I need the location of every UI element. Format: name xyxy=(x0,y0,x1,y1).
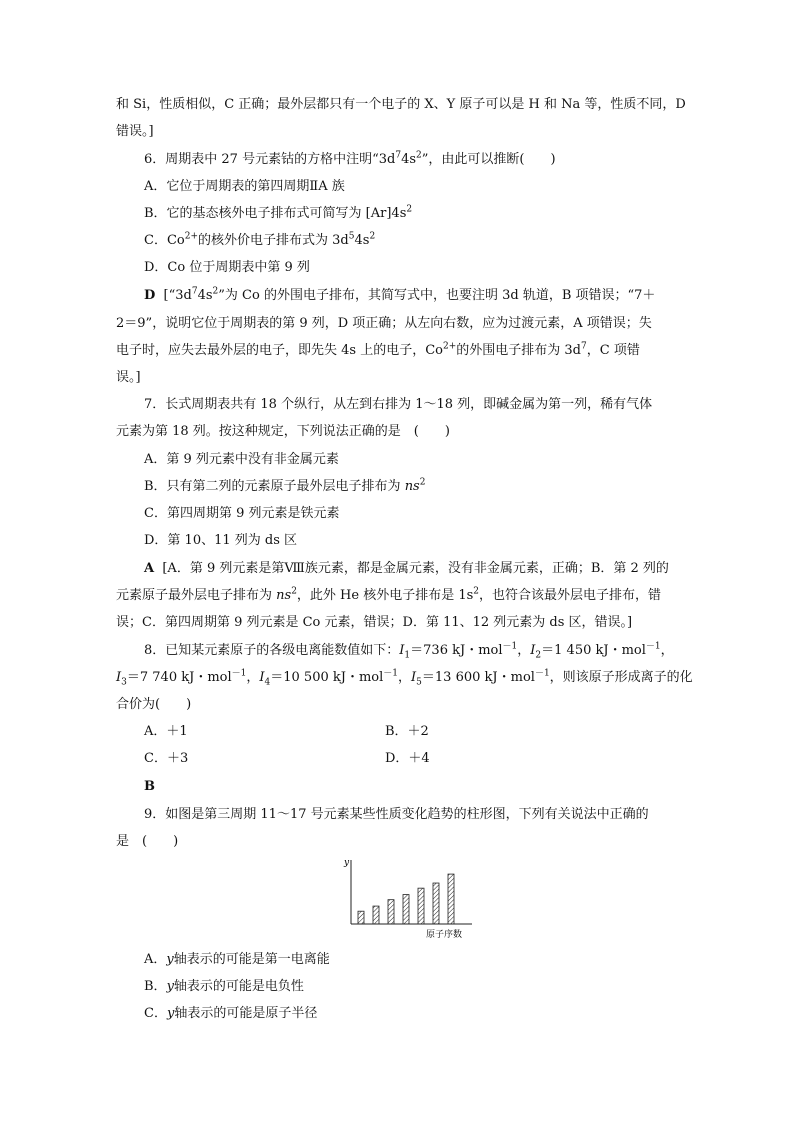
i: I xyxy=(411,670,417,685)
t: A． xyxy=(144,952,167,967)
sup: 7 xyxy=(395,150,402,161)
sup: 2 xyxy=(291,586,297,597)
option-a: A．第 9 列元素中没有非金属元素 xyxy=(144,452,339,467)
t: [“3d xyxy=(163,288,192,303)
t: 元素原子最外层电子排布为 xyxy=(116,588,277,603)
text-line xyxy=(116,587,661,605)
i: I xyxy=(116,670,122,685)
text-line: 误；C．第四周期第 9 列元素是 Co 元素，错误；D．第 11、12 列元素为 ds 区，错误。] xyxy=(116,615,633,630)
sup: 2+ xyxy=(442,341,457,352)
t: ＝13 600 kJ・mol xyxy=(421,670,535,685)
bar-chart xyxy=(340,856,490,940)
t: 6．周期表中 27 号元素钴的方格中注明“3d xyxy=(144,152,396,167)
option-a: A．它位于周期表的第四周期ⅡA 族 xyxy=(144,179,345,194)
sup: 7 xyxy=(581,341,587,352)
option-d: D．第 10、11 列为 ds 区 xyxy=(144,533,298,548)
bar-12 xyxy=(373,906,379,924)
t: 4s xyxy=(401,152,417,167)
sub: 4 xyxy=(264,677,271,688)
sup: －1 xyxy=(534,668,550,679)
option-d: D．＋4 xyxy=(385,751,430,766)
answer-letter: A xyxy=(144,561,155,576)
t: 4s xyxy=(354,233,370,248)
sub: 2 xyxy=(535,650,542,661)
option-c: C．第四周期第 9 列元素是铁元素 xyxy=(144,506,340,521)
text-line: 是 ( ) xyxy=(116,834,179,849)
question-8-stem xyxy=(144,642,674,660)
option-c xyxy=(144,232,375,250)
t: 轴表示的可能是电负性 xyxy=(173,979,304,994)
italic-y: y xyxy=(166,1006,175,1021)
sub: 5 xyxy=(416,677,422,688)
bar-15 xyxy=(418,888,424,924)
t: 轴表示的可能是第一电离能 xyxy=(173,952,330,967)
answer-6-line xyxy=(144,287,655,305)
t: B． xyxy=(144,979,167,994)
text-line: 元素为第 18 列。按这种规定，下列说法正确的是 ( ) xyxy=(116,424,450,439)
t: ， xyxy=(660,643,674,658)
bar-14 xyxy=(403,895,409,924)
answer-8: B xyxy=(144,779,155,794)
sup: 2 xyxy=(369,231,376,242)
t: ＝10 500 kJ・mol xyxy=(270,670,384,685)
option-b xyxy=(144,978,304,996)
t: [A．第 9 列元素是第Ⅷ族元素，都是金属元素，没有非金属元素，正确；B．第 2 列的 xyxy=(162,561,669,576)
t: 的外围电子排布为 3d xyxy=(456,343,581,358)
option-c xyxy=(144,1005,317,1023)
t: ＝7 740 kJ・mol xyxy=(126,670,232,685)
option-b xyxy=(144,478,425,496)
option-b xyxy=(144,205,412,223)
t: ＝736 kJ・mol xyxy=(410,643,503,658)
text-line xyxy=(116,342,640,360)
text-line xyxy=(116,669,693,687)
question-7-stem: 7．长式周期表共有 18 个纵行，从左到右排为 1～18 列，即碱金属为第一列，稀有气体 xyxy=(144,397,653,412)
sup: －1 xyxy=(502,641,518,652)
i: I xyxy=(399,643,405,658)
t: ， xyxy=(517,643,531,658)
sup: 5 xyxy=(348,231,355,242)
answer-7-line xyxy=(144,560,669,578)
sup: 2 xyxy=(416,150,422,161)
t: ， xyxy=(246,670,260,685)
option-a: A．＋1 xyxy=(144,724,188,739)
t: ，则该原子形成离子的化 xyxy=(549,670,693,685)
option-c: C．＋3 xyxy=(144,751,189,766)
italic-n: ns xyxy=(276,588,292,603)
text-line: 错误。] xyxy=(116,124,154,139)
sup: －1 xyxy=(383,668,399,679)
sup: 2 xyxy=(419,477,426,488)
italic-y: y xyxy=(166,979,174,994)
t: 4s xyxy=(197,288,213,303)
t: 8．已知某元素原子的各级电离能数值如下： xyxy=(144,643,400,658)
sup: 7 xyxy=(191,286,198,297)
t: ”，由此可以推断( ) xyxy=(421,152,556,167)
text-line: 误。] xyxy=(116,370,141,385)
t: ，也符合该最外层电子排布，错 xyxy=(479,588,662,603)
question-6-stem xyxy=(144,151,556,169)
bar-13 xyxy=(388,900,394,924)
x-axis-label: 原子序数 xyxy=(426,930,463,940)
i: I xyxy=(530,643,536,658)
t: ”为 Co 的外围电子排布，其简写式中，也要注明 3d 轨道，B 项错误；“7＋ xyxy=(218,288,656,303)
t: ，C 项错 xyxy=(586,343,640,358)
answer-letter: D xyxy=(144,288,156,303)
option-a xyxy=(144,951,330,969)
bar-11 xyxy=(358,911,364,924)
sub: 3 xyxy=(121,677,127,688)
t: B．只有第二列的元素原子最外层电子排布为 xyxy=(144,479,405,494)
option-b: B．＋2 xyxy=(385,724,429,739)
text-line: 和 Si，性质相似，C 正确；最外层都只有一个电子的 X、Y 原子可以是 H 和 Na 等，性质不同，D xyxy=(116,97,686,112)
y-axis-label: y xyxy=(344,858,350,868)
i: I xyxy=(259,670,265,685)
bar-16 xyxy=(433,883,439,924)
t: ＝1 450 kJ・mol xyxy=(541,643,646,658)
t: C． xyxy=(144,1006,167,1021)
option-d: D．Co 位于周期表中第 9 列 xyxy=(144,260,310,275)
italic-n: ns xyxy=(404,479,420,494)
sup: 2 xyxy=(406,204,413,215)
sup: 2+ xyxy=(184,231,199,242)
t: 电子时，应失去最外层的电子，即先失 4s 上的电子，Co xyxy=(116,343,443,358)
t: C．Co xyxy=(144,233,185,248)
sup: －1 xyxy=(645,641,661,652)
bars xyxy=(358,874,454,924)
sup: 2 xyxy=(212,286,219,297)
sup: 2 xyxy=(473,586,480,597)
t: 的核外价电子排布式为 3d xyxy=(198,233,349,248)
t: 轴表示的可能是原子半径 xyxy=(174,1006,318,1021)
question-9-stem: 9．如图是第三周期 11～17 号元素某些性质变化趋势的柱形图，下列有关说法中正确的 xyxy=(144,807,649,822)
t: B．它的基态核外电子排布式可简写为 [Ar]4s xyxy=(144,206,407,221)
t: ，此外 He 核外电子排布是 1s xyxy=(296,588,474,603)
t: ， xyxy=(398,670,412,685)
bar-17 xyxy=(448,874,454,924)
text-line: 合价为( ) xyxy=(116,697,192,712)
sup: －1 xyxy=(231,668,247,679)
text-line: 2＝9”，说明它位于周期表的第 9 列，D 项正确；从左向右数，应为过渡元素，A 项错误；失 xyxy=(116,316,652,331)
italic-y: y xyxy=(166,952,174,967)
sub: 1 xyxy=(404,650,411,661)
